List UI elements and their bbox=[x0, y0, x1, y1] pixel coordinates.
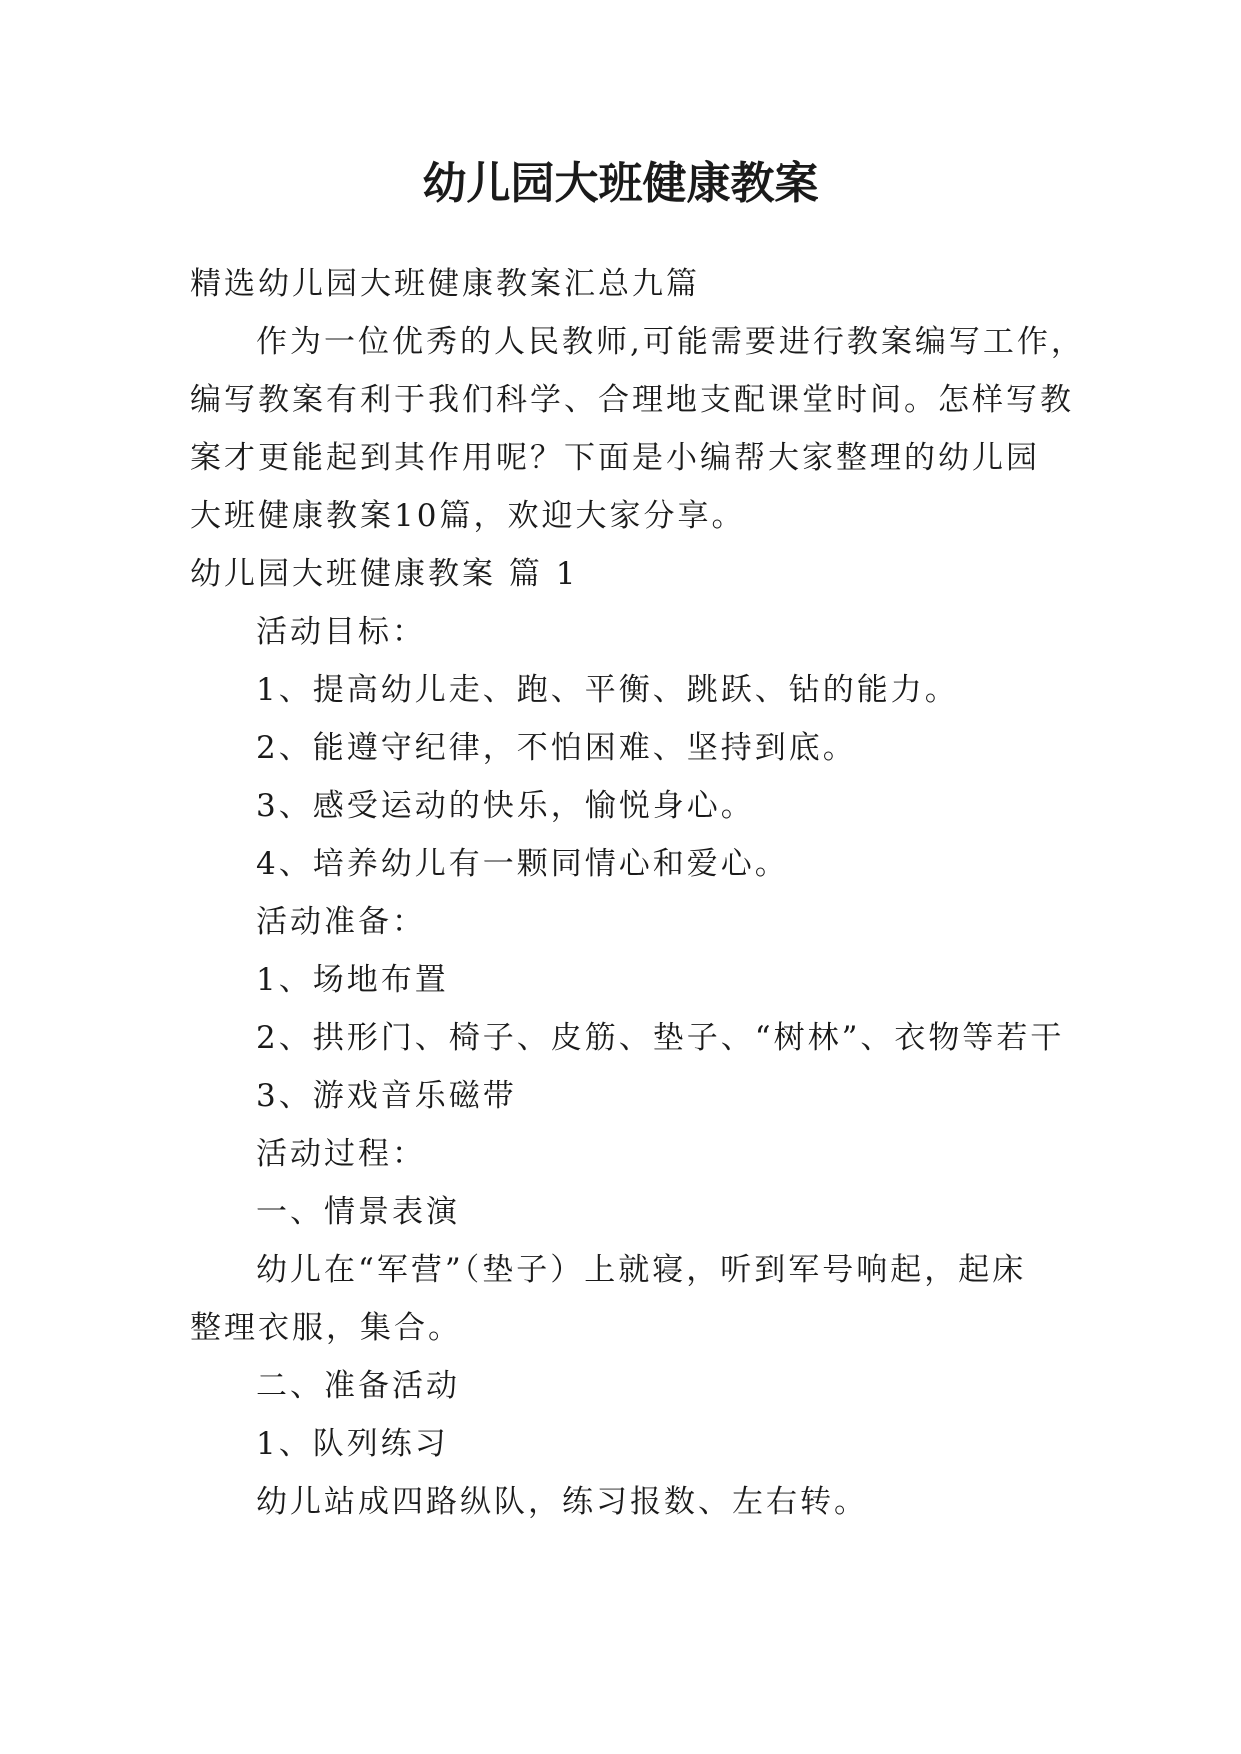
document-title: 幼儿园大班健康教案 bbox=[422, 158, 819, 209]
prep-item: 3、游戏音乐磁带 bbox=[256, 1078, 517, 1114]
intro-line: 作为一位优秀的人民教师,可能需要进行教案编写工作， bbox=[256, 324, 1085, 360]
prep-item: 2、拱形门、椅子、皮筋、垫子、“树林”、衣物等若干 bbox=[256, 1020, 1065, 1056]
prep-heading: 活动准备： bbox=[256, 904, 426, 940]
process-heading: 活动过程： bbox=[256, 1136, 426, 1172]
document-subtitle: 精选幼儿园大班健康教案汇总九篇 bbox=[190, 266, 700, 302]
step-heading: 二、准备活动 bbox=[256, 1368, 460, 1404]
goal-item: 3、感受运动的快乐，愉悦身心。 bbox=[256, 788, 755, 824]
section-heading: 幼儿园大班健康教案 篇 1 bbox=[190, 556, 579, 592]
intro-line: 案才更能起到其作用呢？下面是小编帮大家整理的幼儿园 bbox=[190, 440, 1040, 476]
step-text: 幼儿站成四路纵队，练习报数、左右转。 bbox=[256, 1484, 868, 1520]
step-heading: 一、情景表演 bbox=[256, 1194, 460, 1230]
goal-item: 2、能遵守纪律，不怕困难、坚持到底。 bbox=[256, 730, 857, 766]
step-text: 整理衣服，集合。 bbox=[190, 1310, 462, 1346]
step-subheading: 1、队列练习 bbox=[256, 1426, 449, 1462]
goals-heading: 活动目标： bbox=[256, 614, 426, 650]
intro-line: 大班健康教案10篇，欢迎大家分享。 bbox=[190, 498, 746, 534]
intro-line: 编写教案有利于我们科学、合理地支配课堂时间。怎样写教 bbox=[190, 382, 1074, 418]
goal-item: 1、提高幼儿走、跑、平衡、跳跃、钻的能力。 bbox=[256, 672, 959, 708]
goal-item: 4、培养幼儿有一颗同情心和爱心。 bbox=[256, 846, 789, 882]
step-text: 幼儿在“军营”（垫子）上就寝，听到军号响起，起床 bbox=[256, 1252, 1027, 1288]
prep-item: 1、场地布置 bbox=[256, 962, 449, 998]
